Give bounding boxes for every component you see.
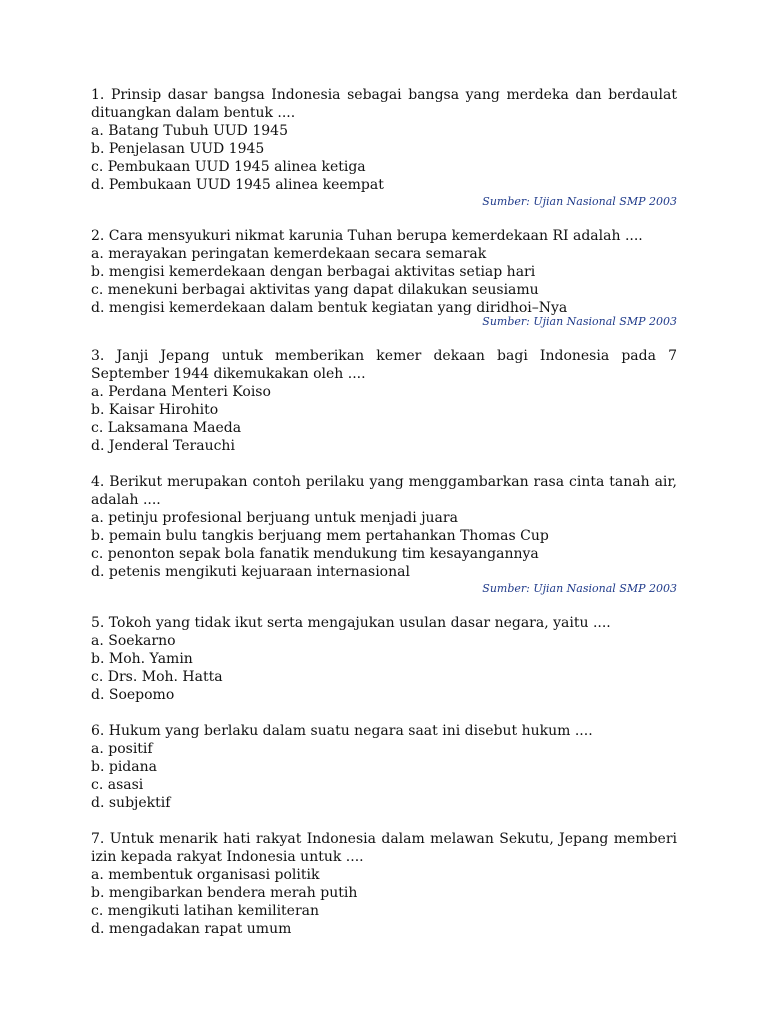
option-a: a. positif (91, 741, 153, 757)
option-b: b. pemain bulu tangkis berjuang mem pertahankan Thomas Cup (91, 528, 549, 544)
option-c: c. penonton sepak bola fanatik mendukung tim kesayangannya (91, 546, 539, 562)
question-3 (91, 347, 677, 455)
option-b: b. Penjelasan UUD 1945 (91, 141, 265, 157)
exam-page (91, 86, 677, 956)
option-d: d. Jenderal Terauchi (91, 438, 235, 454)
question-7 (91, 830, 677, 938)
option-c: c. Laksamana Maeda (91, 420, 242, 436)
question-4 (91, 473, 677, 596)
option-d: d. mengisi kemerdekaan dalam bentuk kegiatan yang diridhoi–Nya (91, 300, 568, 316)
option-a: a. Perdana Menteri Koiso (91, 384, 271, 400)
question-text: 5. Tokoh yang tidak ikut serta mengajukan usulan dasar negara, yaitu .... (91, 615, 611, 631)
option-b: b. Kaisar Hirohito (91, 402, 219, 418)
source-note: Sumber: Ujian Nasional SMP 2003 (482, 582, 677, 595)
option-c: c. mengikuti latihan kemiliteran (91, 903, 320, 919)
option-a: a. Batang Tubuh UUD 1945 (91, 123, 288, 139)
option-d: d. Pembukaan UUD 1945 alinea keempat (91, 177, 384, 193)
question-text: 4. Berikut merupakan contoh perilaku yang menggambarkan rasa cinta tanah air, adalah .... (91, 474, 677, 508)
option-c: c. Pembukaan UUD 1945 alinea ketiga (91, 159, 366, 175)
option-d: d. Soepomo (91, 687, 175, 703)
question-text: 6. Hukum yang berlaku dalam suatu negara saat ini disebut hukum .... (91, 723, 593, 739)
option-c: c. menekuni berbagai aktivitas yang dapat dilakukan seusiamu (91, 282, 539, 298)
option-c: c. asasi (91, 777, 144, 793)
source-note: Sumber: Ujian Nasional SMP 2003 (482, 195, 677, 208)
question-text: 2. Cara mensyukuri nikmat karunia Tuhan berupa kemerdekaan RI adalah .... (91, 228, 643, 244)
option-d: d. petenis mengikuti kejuaraan internasional (91, 564, 410, 580)
question-text: 3. Janji Jepang untuk memberikan kemer dekaan bagi Indonesia pada 7 September 1944 dikemukakan oleh .... (91, 348, 677, 382)
source-note: Sumber: Ujian Nasional SMP 2003 (482, 315, 677, 328)
question-1 (91, 86, 677, 209)
option-b: b. mengibarkan bendera merah putih (91, 885, 358, 901)
question-6 (91, 722, 677, 812)
option-d: d. subjektif (91, 795, 171, 811)
option-b: b. pidana (91, 759, 157, 775)
option-b: b. mengisi kemerdekaan dengan berbagai aktivitas setiap hari (91, 264, 536, 280)
option-a: a. Soekarno (91, 633, 176, 649)
option-d: d. mengadakan rapat umum (91, 921, 292, 937)
option-a: a. petinju profesional berjuang untuk menjadi juara (91, 510, 458, 526)
option-b: b. Moh. Yamin (91, 651, 193, 667)
question-2 (91, 227, 677, 329)
question-text: 1. Prinsip dasar bangsa Indonesia sebagai bangsa yang merdeka dan berdaulat dituangkan dalam bentuk .... (91, 87, 677, 121)
option-a: a. membentuk organisasi politik (91, 867, 320, 883)
option-c: c. Drs. Moh. Hatta (91, 669, 223, 685)
option-a: a. merayakan peringatan kemerdekaan secara semarak (91, 246, 487, 262)
question-text: 7. Untuk menarik hati rakyat Indonesia dalam melawan Sekutu, Jepang memberi izin kepada rakyat Indonesia untuk .... (91, 831, 677, 865)
question-5 (91, 614, 677, 704)
